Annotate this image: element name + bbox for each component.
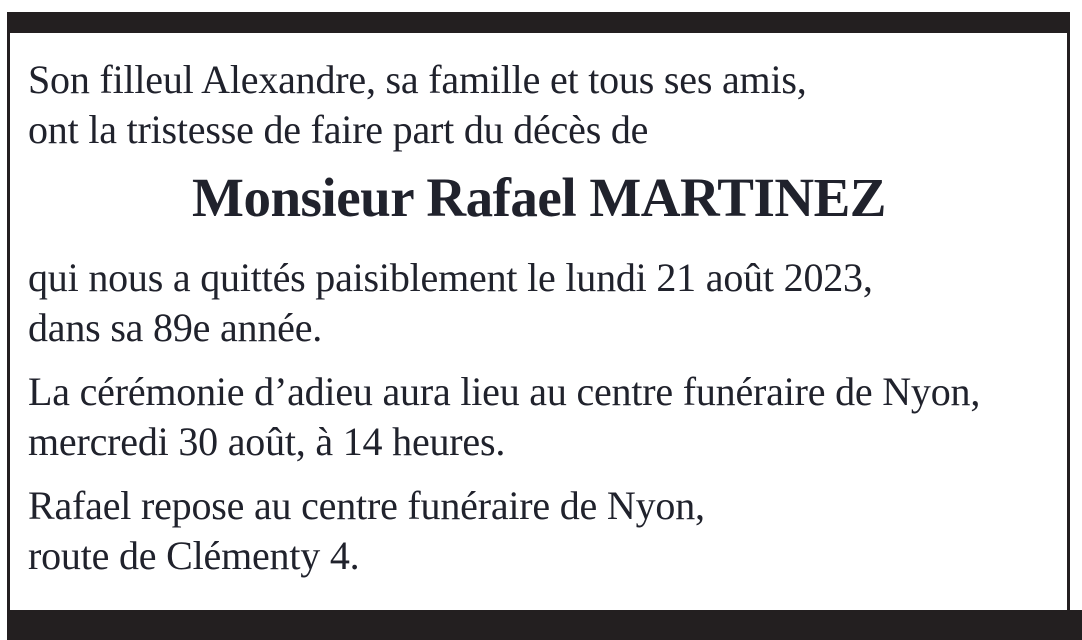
left-border — [7, 33, 10, 610]
intro-line-2: ont la tristesse de faire part du décès de — [28, 107, 649, 152]
intro-paragraph — [28, 55, 1050, 155]
death-line-2: dans sa 89e année. — [28, 305, 323, 350]
intro-line-1: Son filleul Alexandre, sa famille et tous ses amis, — [28, 57, 807, 102]
right-border — [1067, 33, 1070, 610]
death-paragraph — [28, 253, 1050, 353]
death-line-1: qui nous a quittés paisiblement le lundi 21 août 2023, — [28, 255, 873, 300]
repose-line-1: Rafael repose au centre funéraire de Nyon, — [28, 483, 705, 528]
top-border-bar — [7, 12, 1070, 33]
ceremony-line-2: mercredi 30 août, à 14 heures. — [28, 419, 506, 464]
bottom-border-bar — [7, 610, 1082, 640]
ceremony-paragraph — [28, 367, 1050, 467]
deceased-name: Monsieur Rafael MARTINEZ — [192, 167, 886, 228]
repose-line-2: route de Clémenty 4. — [28, 533, 360, 578]
repose-paragraph — [28, 481, 1050, 581]
ceremony-line-1: La cérémonie d’adieu aura lieu au centre funéraire de Nyon, — [28, 369, 981, 414]
notice-content — [28, 55, 1050, 595]
